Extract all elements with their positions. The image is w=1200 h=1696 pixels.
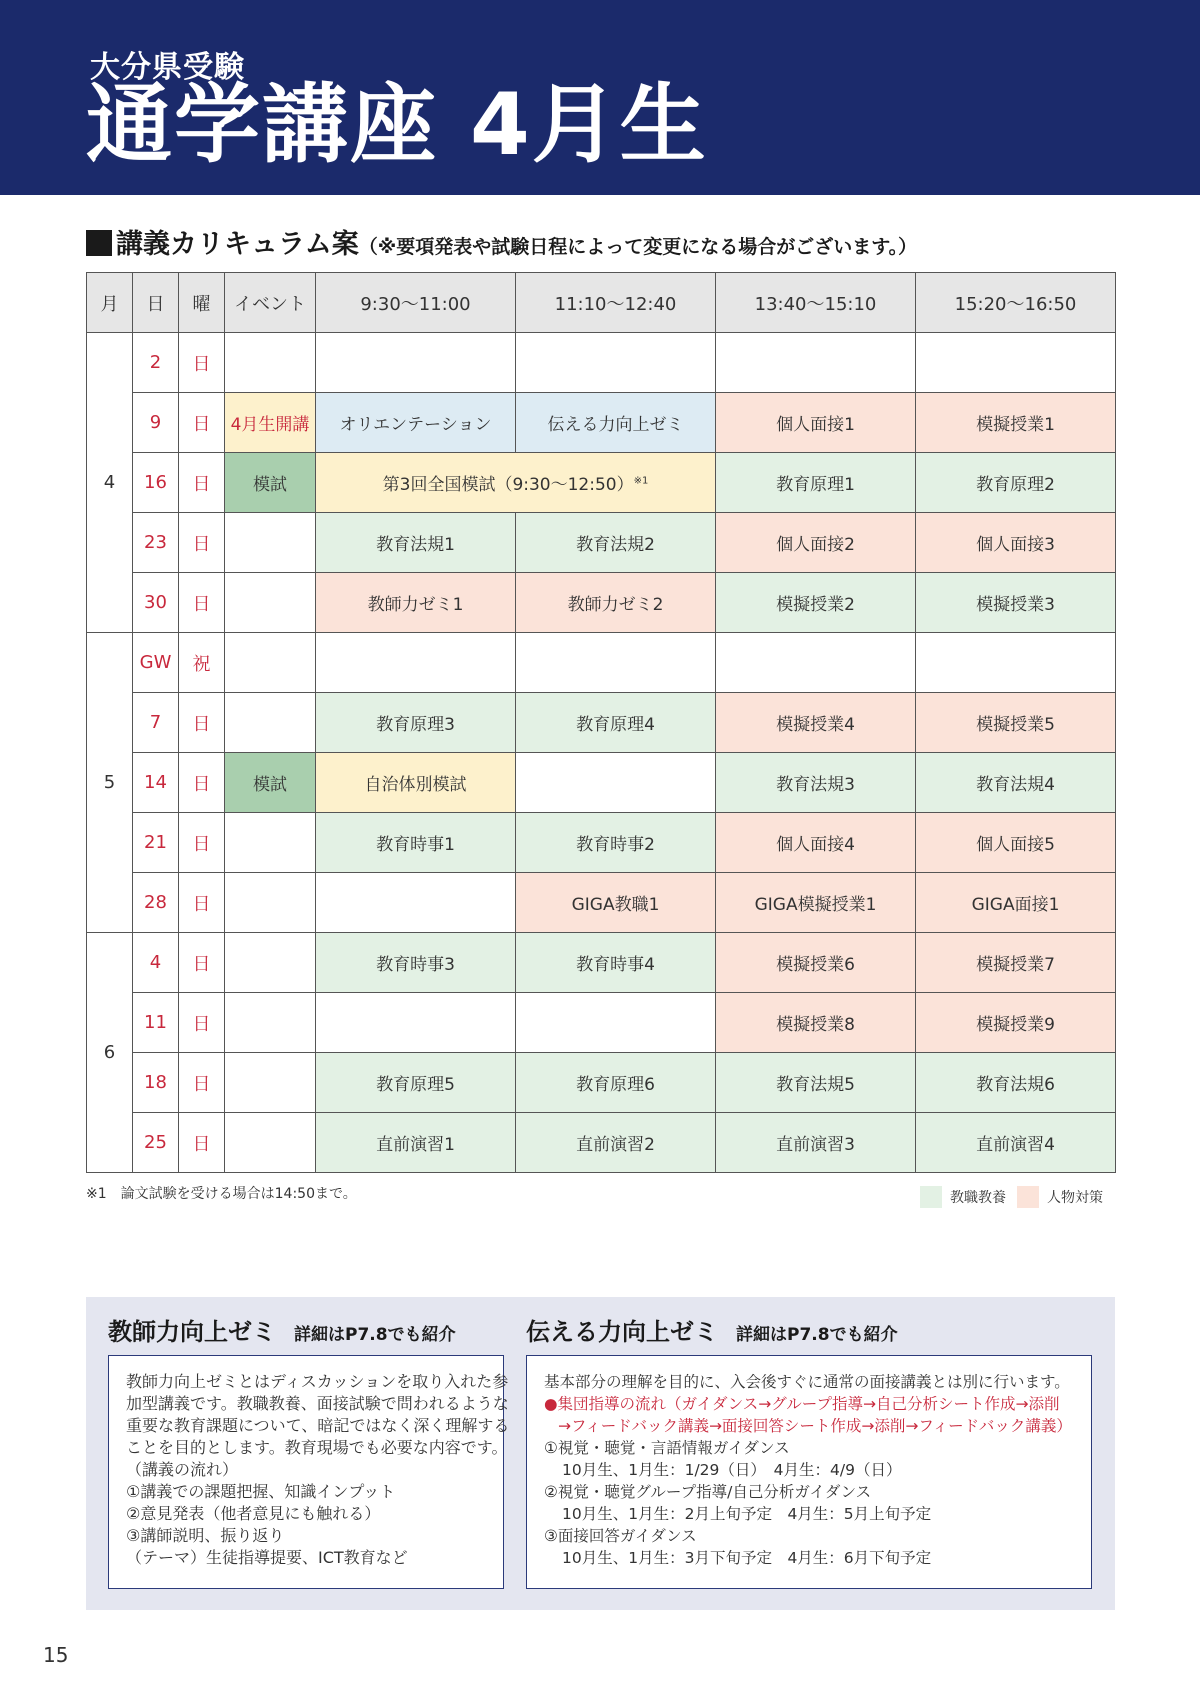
day-cell: 23: [133, 513, 179, 573]
header-slot-4: 15:20〜16:50: [916, 273, 1116, 333]
event-cell: [225, 333, 316, 393]
dow-cell: 日: [179, 453, 225, 513]
body-line: ③講師説明、振り返り: [126, 1526, 285, 1545]
slot-cell: 教育原理4: [516, 693, 716, 753]
seminar-right-detail: 詳細はP7.8でも紹介: [736, 1325, 898, 1345]
legend-item-kyoshoku: [920, 1186, 1006, 1208]
slot-cell: 教育原理1: [716, 453, 916, 513]
slot-cell: 教育原理5: [316, 1053, 516, 1113]
dow-cell: 日: [179, 573, 225, 633]
event-cell: [225, 1053, 316, 1113]
table-row: [87, 813, 1116, 873]
slot-cell: 自治体別模試: [316, 753, 516, 813]
header-slot-2: 11:10〜12:40: [516, 273, 716, 333]
dow-cell: 日: [179, 693, 225, 753]
dow-cell: 日: [179, 513, 225, 573]
slot-cell: [316, 633, 516, 693]
dow-cell: 日: [179, 993, 225, 1053]
day-cell: 28: [133, 873, 179, 933]
slot-cell: [516, 993, 716, 1053]
slot-cell: 教師力ゼミ1: [316, 573, 516, 633]
slot-cell: 個人面接5: [916, 813, 1116, 873]
seminar-left-title: [108, 1312, 456, 1347]
header-dow: 曜: [179, 273, 225, 333]
month-cell: 4: [87, 333, 133, 633]
slot-cell: [916, 333, 1116, 393]
body-line: 加型講義です。教職教養、面接試験で問われるような: [126, 1394, 509, 1413]
slot-cell: 模擬授業3: [916, 573, 1116, 633]
slot-cell: 教育時事4: [516, 933, 716, 993]
dow-cell: 日: [179, 333, 225, 393]
table-row: [87, 753, 1116, 813]
square-bullet-icon: [86, 230, 112, 256]
slot-cell: 教育法規4: [916, 753, 1116, 813]
table-row: [87, 513, 1116, 573]
slot-cell: 教育原理2: [916, 453, 1116, 513]
table-row: [87, 1113, 1116, 1173]
body-line: ①講義での課題把握、知識インプット: [126, 1482, 396, 1501]
slot-cell: 伝える力向上ゼミ: [516, 393, 716, 453]
slot-cell: オリエンテーション: [316, 393, 516, 453]
slot-cell: 模擬授業5: [916, 693, 1116, 753]
day-cell: 2: [133, 333, 179, 393]
table-row: [87, 333, 1116, 393]
table-row: [87, 393, 1116, 453]
month-cell: 6: [87, 933, 133, 1173]
slot-cell: [716, 333, 916, 393]
dow-cell: 日: [179, 933, 225, 993]
day-cell: GW: [133, 633, 179, 693]
legend-swatch-pink: [1017, 1186, 1039, 1208]
slot-cell: 模擬授業4: [716, 693, 916, 753]
event-cell: [225, 813, 316, 873]
dow-cell: 日: [179, 1053, 225, 1113]
body-line: 教師力向上ゼミとはディスカッションを取り入れた参: [126, 1372, 509, 1391]
slot-cell: [516, 633, 716, 693]
month-cell: 5: [87, 633, 133, 933]
header-day: 日: [133, 273, 179, 333]
curriculum-table: [86, 272, 1116, 1173]
slot-cell: 模擬授業2: [716, 573, 916, 633]
seminar-left-detail: 詳細はP7.8でも紹介: [294, 1325, 456, 1345]
event-cell: 模試: [225, 753, 316, 813]
body-line: ②視覚・聴覚グループ指導/自己分析ガイダンス: [544, 1483, 872, 1501]
section-title-text: 講義カリキュラム案: [116, 229, 359, 260]
legend-label: 人物対策: [1047, 1190, 1103, 1206]
body-line: 10月生、1月生：2月上旬予定 4月生：5月上旬予定: [562, 1505, 932, 1523]
footnote-mark: ※1: [633, 475, 649, 487]
seminar-left-body: [108, 1355, 510, 1589]
seminar-right-body: [526, 1355, 1092, 1589]
table-row: [87, 633, 1116, 693]
page-number: 15: [43, 1643, 69, 1667]
event-cell: [225, 1113, 316, 1173]
body-line: 基本部分の理解を目的に、入会後すぐに通常の面接講義とは別に行います。: [544, 1373, 1070, 1391]
day-cell: 21: [133, 813, 179, 873]
slot-cell: 直前演習4: [916, 1113, 1116, 1173]
slot-cell-merged: [316, 453, 716, 513]
body-line: 10月生、1月生：3月下旬予定 4月生：6月下旬予定: [562, 1549, 932, 1567]
event-cell: [225, 573, 316, 633]
slot-cell: 直前演習1: [316, 1113, 516, 1173]
body-line: 10月生、1月生：1/29（日） 4月生：4/9（日）: [562, 1461, 902, 1479]
body-line: ③面接回答ガイダンス: [544, 1527, 697, 1545]
slot-cell: 模擬授業8: [716, 993, 916, 1053]
event-cell: [225, 633, 316, 693]
slot-cell: 個人面接2: [716, 513, 916, 573]
event-cell: 4月生開講: [225, 393, 316, 453]
day-cell: 14: [133, 753, 179, 813]
seminar-right-title: [526, 1312, 898, 1347]
event-cell: [225, 873, 316, 933]
day-cell: 25: [133, 1113, 179, 1173]
slot-cell: GIGA面接1: [916, 873, 1116, 933]
table-row: [87, 873, 1116, 933]
slot-cell: 教育法規3: [716, 753, 916, 813]
day-cell: 30: [133, 573, 179, 633]
section-title: [86, 222, 917, 261]
table-row: [87, 933, 1116, 993]
event-cell: [225, 693, 316, 753]
flow-line: →フィードバック講義→面接回答シート作成→添削→フィードバック講義）: [558, 1417, 1072, 1435]
dow-cell: 日: [179, 813, 225, 873]
slot-cell: 教育時事3: [316, 933, 516, 993]
header-slot-1: 9:30〜11:00: [316, 273, 516, 333]
footnote: ※1 論文試験を受ける場合は14:50まで。: [86, 1186, 357, 1202]
header-subtitle: 大分県受験: [90, 50, 245, 85]
seminar-left-title-text: 教師力向上ゼミ: [108, 1318, 276, 1346]
slot-cell: GIGA模擬授業1: [716, 873, 916, 933]
slot-cell: 教育法規6: [916, 1053, 1116, 1113]
slot-cell: [516, 753, 716, 813]
flow-line: ●集団指導の流れ（ガイダンス→グループ指導→自己分析シート作成→添削: [544, 1395, 1060, 1413]
slot-cell: [316, 873, 516, 933]
slot-cell: 直前演習3: [716, 1113, 916, 1173]
body-line: ことを目的とします。教育現場でも必要な内容です。: [126, 1438, 508, 1457]
slot-cell: 教育法規1: [316, 513, 516, 573]
slot-cell: 模擬授業7: [916, 933, 1116, 993]
slot-cell: 教育原理3: [316, 693, 516, 753]
table-row: [87, 573, 1116, 633]
day-cell: 4: [133, 933, 179, 993]
slot-cell: [516, 333, 716, 393]
body-line: 重要な教育課題について、暗記ではなく深く理解する: [126, 1416, 510, 1435]
dow-cell: 日: [179, 1113, 225, 1173]
table-row: [87, 693, 1116, 753]
event-cell: 模試: [225, 453, 316, 513]
day-cell: 7: [133, 693, 179, 753]
slot-cell: 教育法規2: [516, 513, 716, 573]
slot-cell: 模擬授業6: [716, 933, 916, 993]
slot-merged-text: 第3回全国模試（9:30〜12:50）: [382, 475, 634, 495]
event-cell: [225, 993, 316, 1053]
day-cell: 11: [133, 993, 179, 1053]
dow-cell: 祝: [179, 633, 225, 693]
dow-cell: 日: [179, 873, 225, 933]
slot-cell: 教育時事2: [516, 813, 716, 873]
slot-cell: 個人面接1: [716, 393, 916, 453]
slot-cell: 模擬授業1: [916, 393, 1116, 453]
day-cell: 18: [133, 1053, 179, 1113]
header-event: イベント: [225, 273, 316, 333]
header-month: 月: [87, 273, 133, 333]
slot-cell: 模擬授業9: [916, 993, 1116, 1053]
table-header-row: [87, 273, 1116, 333]
dow-cell: 日: [179, 393, 225, 453]
body-line: ①視覚・聴覚・言語情報ガイダンス: [544, 1439, 790, 1457]
header-slot-3: 13:40〜15:10: [716, 273, 916, 333]
slot-cell: 教育原理6: [516, 1053, 716, 1113]
event-cell: [225, 513, 316, 573]
day-cell: 9: [133, 393, 179, 453]
page-header: [0, 0, 1200, 195]
table-row: [87, 993, 1116, 1053]
legend-swatch-green: [920, 1186, 942, 1208]
body-line: （講義の流れ）: [126, 1460, 239, 1479]
body-line: （テーマ）生徒指導提要、ICT教育など: [126, 1548, 408, 1567]
slot-cell: 個人面接4: [716, 813, 916, 873]
legend-item-jinbutsu: [1017, 1186, 1103, 1208]
slot-cell: 教師力ゼミ2: [516, 573, 716, 633]
slot-cell: 直前演習2: [516, 1113, 716, 1173]
dow-cell: 日: [179, 753, 225, 813]
slot-cell: [316, 333, 516, 393]
table-row: [87, 1053, 1116, 1113]
slot-cell: 教育法規5: [716, 1053, 916, 1113]
slot-cell: 教育時事1: [316, 813, 516, 873]
body-line: ②意見発表（他者意見にも触れる）: [126, 1504, 381, 1523]
day-cell: 16: [133, 453, 179, 513]
slot-cell: 個人面接3: [916, 513, 1116, 573]
table-row: [87, 453, 1116, 513]
slot-cell: GIGA教職1: [516, 873, 716, 933]
slot-cell: [916, 633, 1116, 693]
slot-cell: [316, 993, 516, 1053]
event-cell: [225, 933, 316, 993]
slot-cell: [716, 633, 916, 693]
section-note: （※要項発表や試験日程によって変更になる場合がございます。）: [358, 236, 918, 258]
legend-label: 教職教養: [950, 1190, 1006, 1206]
seminar-right-title-text: 伝える力向上ゼミ: [526, 1318, 718, 1346]
header-title: 通学講座 4月生: [86, 75, 708, 175]
